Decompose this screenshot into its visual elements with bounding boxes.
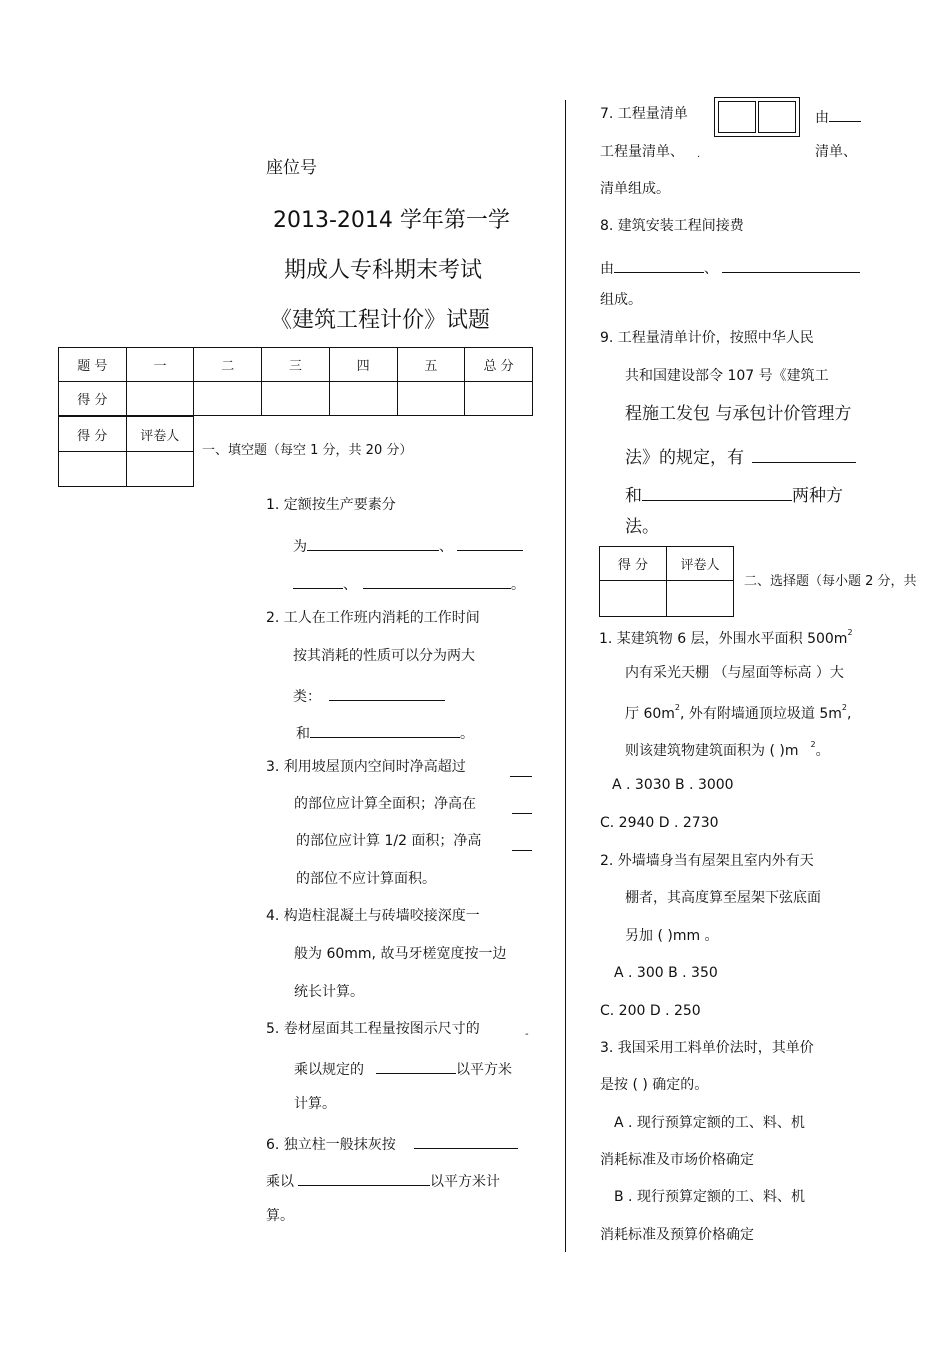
- grader-score-label: 得 分: [600, 547, 667, 581]
- question-text: 6. 独立柱一般抹灰按: [266, 1137, 396, 1153]
- grader-table-2: [599, 546, 734, 617]
- answer-blank[interactable]: [512, 836, 532, 851]
- question-text: 3. 我国采用工料单价法时，其单价: [600, 1040, 814, 1056]
- question-text: 的部位应计算全面积；净高在: [294, 796, 476, 812]
- question-text: 另加 ( )mm 。: [625, 928, 719, 944]
- question-text: 。: [815, 743, 830, 759]
- question-text: 、: [343, 577, 357, 593]
- section-1-heading: 一、填空题（每空 1 分，共 20 分）: [202, 443, 413, 458]
- question-text: 按其消耗的性质可以分为两大: [293, 648, 475, 664]
- answer-blank[interactable]: [376, 1059, 456, 1074]
- question-text: 以平方米: [456, 1062, 512, 1078]
- question-text: 和: [625, 486, 642, 506]
- score-cell[interactable]: [397, 382, 465, 416]
- question-text: 清单、: [815, 144, 857, 160]
- question-text: 乘以规定的: [294, 1062, 364, 1078]
- score-cell[interactable]: [465, 382, 533, 416]
- score-table: [58, 347, 533, 416]
- superscript: 2: [841, 703, 847, 712]
- question-text: 则该建筑物建筑面积为 ( )m: [625, 743, 799, 759]
- choice-option[interactable]: A . 3030 B . 3000: [612, 777, 734, 793]
- score-cell[interactable]: [126, 382, 194, 416]
- answer-blank[interactable]: [310, 723, 460, 738]
- question-text: 是按 ( ) 确定的。: [600, 1077, 709, 1093]
- answer-blank[interactable]: [829, 107, 861, 122]
- choice-option-text: 消耗标准及市场价格确定: [600, 1152, 754, 1168]
- grader-name-label: 评卷人: [126, 417, 194, 452]
- question-text: 组成。: [600, 292, 642, 308]
- score-cell[interactable]: [262, 382, 330, 416]
- question-text: 乘以: [266, 1174, 294, 1190]
- question-text: 4. 构造柱混凝土与砖墙咬接深度一: [266, 908, 480, 924]
- score-cell[interactable]: [329, 382, 397, 416]
- question-text: 法。: [625, 517, 659, 537]
- exam-title-line2: 期成人专科期末考试: [284, 258, 483, 283]
- choice-option[interactable]: B . 现行预算定额的工、料、机: [614, 1189, 805, 1205]
- question-text: 法》的规定，有: [625, 448, 744, 468]
- question-text: , 外有附墙通顶垃圾道 5m: [680, 706, 842, 722]
- question-text: 2. 外墙墙身当有屋架且室内外有天: [600, 853, 814, 869]
- superscript: 2: [674, 703, 680, 712]
- question-text: 由: [815, 110, 829, 126]
- question-text: 8. 建筑安装工程间接费: [600, 218, 744, 234]
- score-table-header-cell: 四: [329, 348, 397, 382]
- question-text: 7. 工程量清单: [600, 106, 688, 122]
- question-text: 3. 利用坡屋顶内空间时净高超过: [266, 759, 466, 775]
- column-divider: [565, 100, 566, 1252]
- question-text: 共和国建设部令 107 号《建筑工: [625, 368, 829, 384]
- question-text: 算。: [266, 1208, 294, 1224]
- answer-blank[interactable]: [363, 574, 511, 589]
- question-text: 两种方: [792, 486, 843, 506]
- seat-number-label: 座位号: [266, 158, 317, 178]
- question-text: ,: [847, 706, 852, 722]
- question-text: 。: [511, 577, 525, 593]
- question-text: 2. 工人在工作班内消耗的工作时间: [266, 610, 480, 626]
- question-text: 1. 某建筑物 6 层，外围水平面积 500m: [599, 631, 848, 647]
- answer-blank[interactable]: [293, 574, 343, 589]
- answer-box: [714, 97, 800, 137]
- score-table-header-cell: 五: [397, 348, 465, 382]
- question-text: 般为 60mm, 故马牙槎宽度按一边: [294, 946, 507, 962]
- question-text: 工程量清单、: [600, 144, 684, 160]
- question-text: 计算。: [294, 1096, 336, 1112]
- choice-option[interactable]: A . 现行预算定额的工、料、机: [614, 1115, 805, 1131]
- answer-blank[interactable]: [298, 1171, 430, 1186]
- question-text: 棚者，其高度算至屋架下弦底面: [625, 890, 821, 906]
- question-text: 统长计算。: [294, 984, 364, 1000]
- choice-option[interactable]: C. 2940 D . 2730: [600, 815, 719, 831]
- answer-box-cell[interactable]: [718, 101, 756, 133]
- grader-name-cell[interactable]: [667, 581, 734, 617]
- grader-score-cell[interactable]: [59, 452, 127, 487]
- choice-option-text: 消耗标准及预算价格确定: [600, 1227, 754, 1243]
- grader-name-cell[interactable]: [126, 452, 194, 487]
- score-table-header-cell: 三: [262, 348, 330, 382]
- question-text: 程施工发包 与承包计价管理方: [625, 404, 852, 424]
- question-text: 以平方米计: [430, 1174, 500, 1190]
- grader-score-cell[interactable]: [600, 581, 667, 617]
- answer-blank[interactable]: [307, 536, 439, 551]
- section-2-heading: 二、选择题（每小题 2 分，共: [744, 574, 917, 589]
- score-table-row-label: 得 分: [59, 382, 127, 416]
- question-text: 1. 定额按生产要素分: [266, 497, 396, 513]
- answer-blank[interactable]: [642, 486, 792, 501]
- question-text: 为: [293, 539, 307, 555]
- answer-blank[interactable]: [457, 536, 523, 551]
- exam-title-line1: 2013-2014 学年第一学: [273, 208, 510, 233]
- answer-blank[interactable]: [329, 686, 445, 701]
- question-text: 厅 60m: [625, 706, 675, 722]
- answer-blank[interactable]: [510, 762, 532, 777]
- answer-blank[interactable]: [614, 258, 704, 273]
- grader-table-1: [58, 416, 194, 487]
- question-text: 、: [439, 539, 453, 555]
- score-table-header-cell: 总 分: [465, 348, 533, 382]
- superscript: 2: [847, 628, 853, 637]
- answer-blank[interactable]: [752, 448, 856, 463]
- answer-box-cell[interactable]: [758, 101, 796, 133]
- answer-blank[interactable]: [722, 258, 860, 273]
- question-text: 清单组成。: [600, 181, 670, 197]
- question-text: 、: [704, 261, 718, 277]
- grader-score-label: 得 分: [59, 417, 127, 452]
- question-text: 和: [296, 726, 310, 742]
- question-text: 9. 工程量清单计价，按照中华人民: [600, 330, 814, 346]
- choice-option[interactable]: A . 300 B . 350: [614, 965, 718, 981]
- choice-option[interactable]: C. 200 D . 250: [600, 1003, 701, 1019]
- question-text: 。: [460, 726, 474, 742]
- margin-mark: -: [525, 1029, 529, 1040]
- question-text: 内有采光天棚 （与屋面等标高 ）大: [625, 665, 844, 681]
- question-text: 5. 卷材屋面其工程量按图示尺寸的: [266, 1021, 480, 1037]
- answer-blank[interactable]: [512, 799, 532, 814]
- margin-mark: .: [697, 149, 701, 160]
- question-text: 的部位不应计算面积。: [296, 871, 436, 887]
- score-table-header-cell: 二: [194, 348, 262, 382]
- answer-blank[interactable]: [414, 1134, 518, 1149]
- score-table-header-cell: 一: [126, 348, 194, 382]
- question-text: 类：: [293, 689, 321, 705]
- score-table-header-cell: 题 号: [59, 348, 127, 382]
- question-text: 的部位应计算 1/2 面积；净高: [296, 833, 482, 849]
- exam-title-line3: 《建筑工程计价》试题: [270, 308, 491, 333]
- score-cell[interactable]: [194, 382, 262, 416]
- grader-name-label: 评卷人: [667, 547, 734, 581]
- question-text: 由: [600, 261, 614, 277]
- superscript: 2: [810, 740, 816, 749]
